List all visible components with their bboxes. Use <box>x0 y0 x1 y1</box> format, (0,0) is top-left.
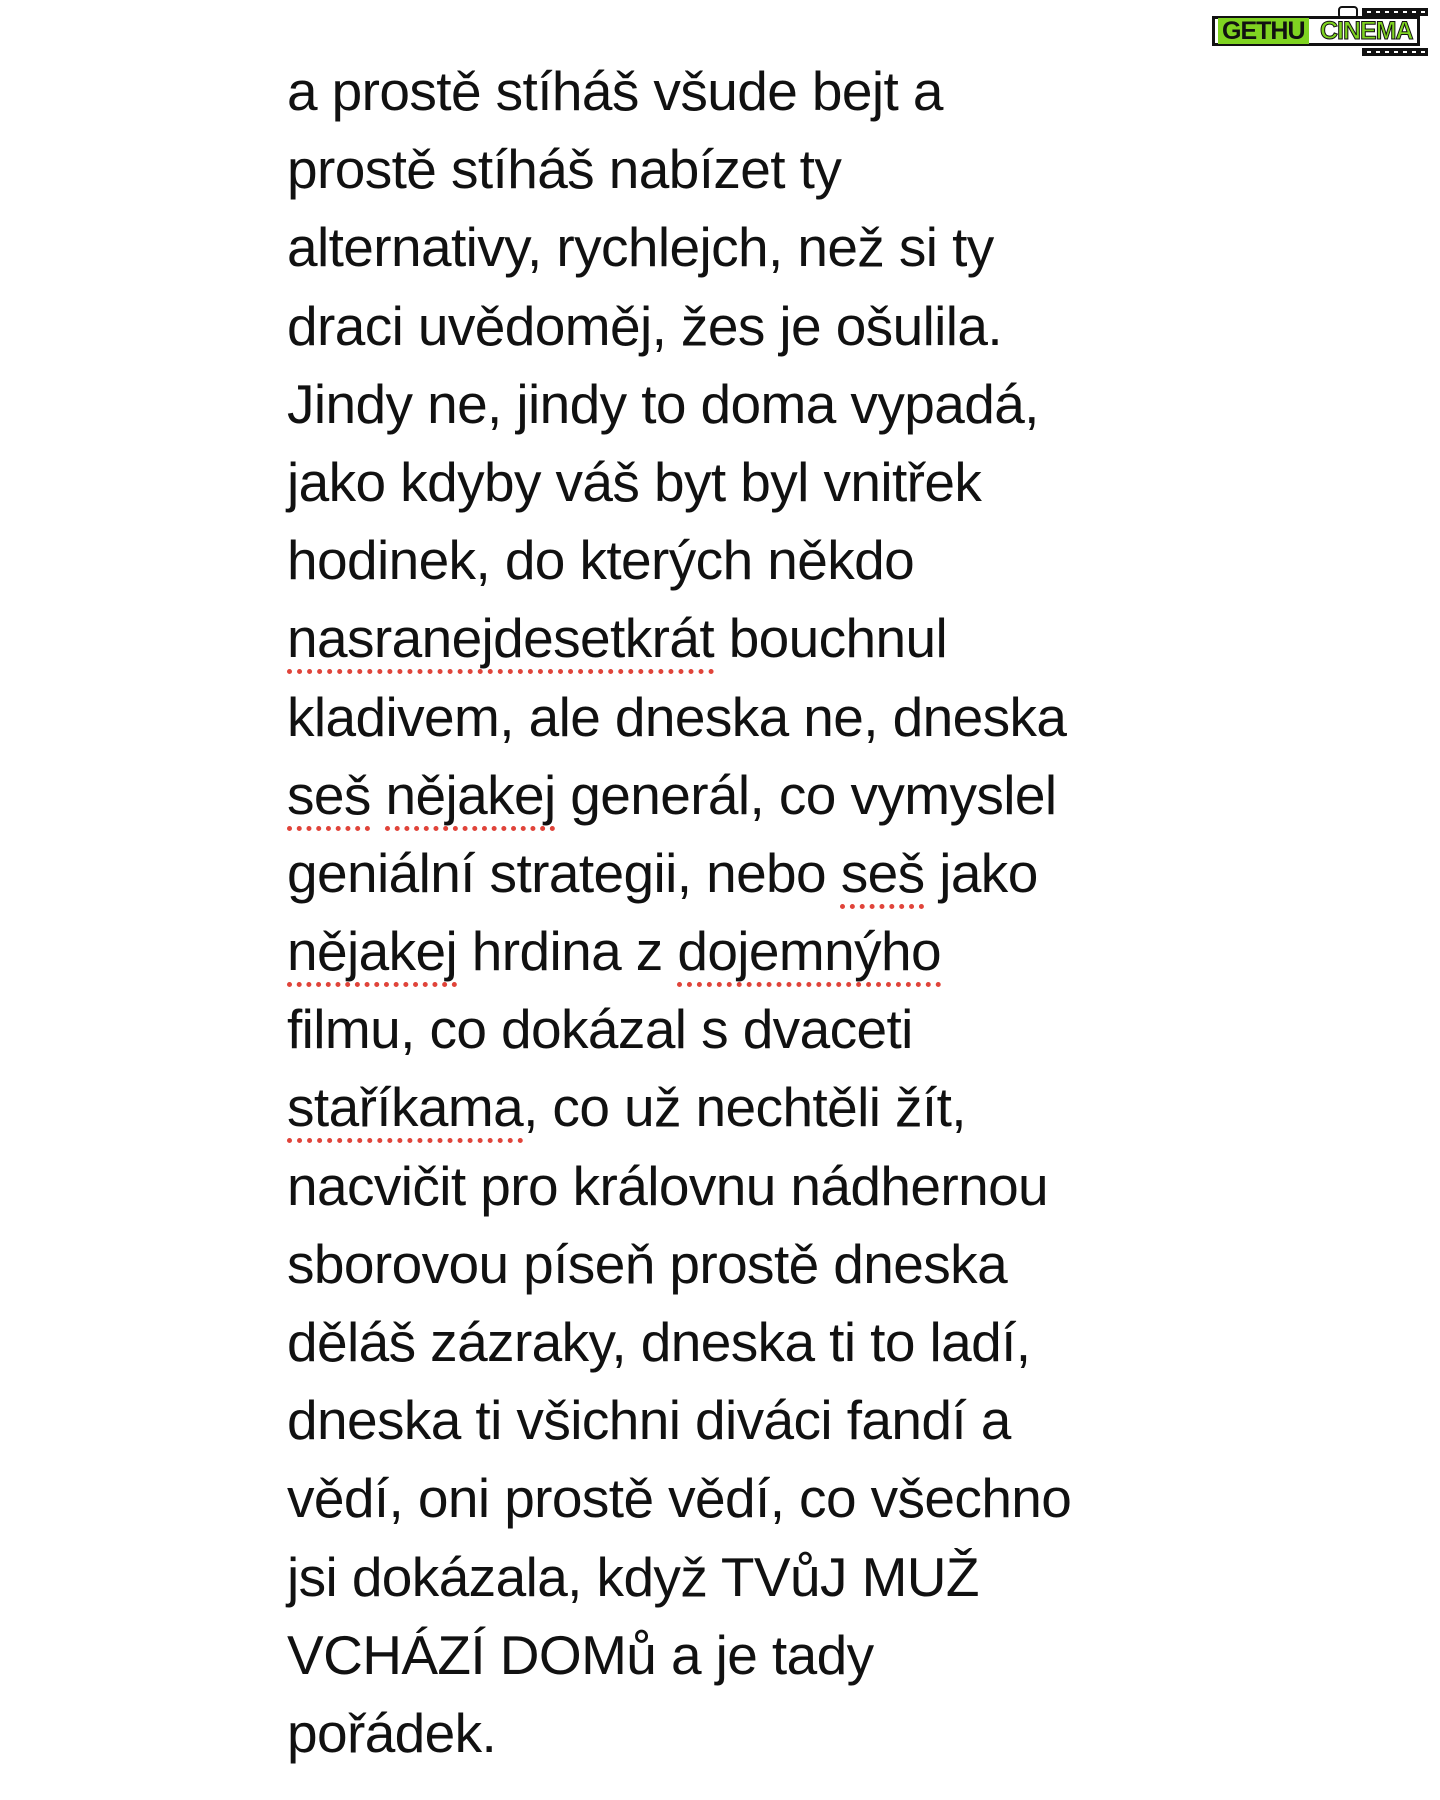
text-line: vědí, oni prostě vědí, co všechno <box>287 1467 1072 1530</box>
text-line: jako kdyby váš byt byl vnitřek <box>287 450 982 513</box>
watermark-text-part2: CINEMA <box>1320 17 1413 45</box>
misspelled-word[interactable]: dojemnýho <box>677 920 941 983</box>
text-line: děláš zázraky, dneska ti to ladí, <box>287 1311 1031 1373</box>
gethucinema-watermark <box>1212 8 1432 54</box>
film-strip-icon <box>1362 8 1428 16</box>
text-line: filmu, co dokázal s dvaceti <box>287 998 913 1061</box>
misspelled-word[interactable]: seš <box>840 841 925 904</box>
text-line: seš nějakej generál, co vymyslel <box>287 763 1057 826</box>
text-line: a prostě stíháš všude bejt a <box>287 60 943 122</box>
film-strip-bottom-icon <box>1362 48 1428 56</box>
text-line: staříkama, co už nechtěli žít, <box>287 1076 966 1139</box>
misspelled-word[interactable]: seš <box>287 763 371 826</box>
text-line: hodinek, do kterých někdo <box>287 529 915 592</box>
note-body <box>287 52 1207 1772</box>
text-line: nějakej hrdina z dojemnýho <box>287 920 941 983</box>
text-line: geniální strategii, nebo seš jako <box>287 841 1038 904</box>
text-line: pořádek. <box>287 1701 497 1764</box>
misspelled-word[interactable]: staříkama <box>287 1076 524 1139</box>
text-line: nacvičit pro královnu nádhernou <box>287 1154 1049 1217</box>
text-line: prostě stíháš nabízet ty <box>287 138 842 201</box>
text-line: alternativy, rychlejch, než si ty <box>287 216 994 279</box>
watermark-text-part1: GETHU <box>1218 18 1309 44</box>
text-line: Jindy ne, jindy to doma vypadá, <box>287 372 1039 435</box>
text-line: jsi dokázala, když TVůJ MUŽ <box>287 1545 979 1608</box>
text-line: sborovou píseň prostě dneska <box>287 1232 1008 1295</box>
text-line: dneska ti všichni diváci fandí a <box>287 1389 1011 1452</box>
text-line: VCHÁZÍ DOMů a je tady <box>287 1623 874 1686</box>
text-line: draci uvědoměj, žes je ošulila. <box>287 294 1003 357</box>
misspelled-word[interactable]: nasranejdesetkrát <box>287 607 715 670</box>
text-line: kladivem, ale dneska ne, dneska <box>287 685 1067 748</box>
text-line: nasranejdesetkrát bouchnul <box>287 607 948 670</box>
misspelled-word[interactable]: nějakej <box>385 763 556 826</box>
misspelled-word[interactable]: nějakej <box>287 920 458 983</box>
